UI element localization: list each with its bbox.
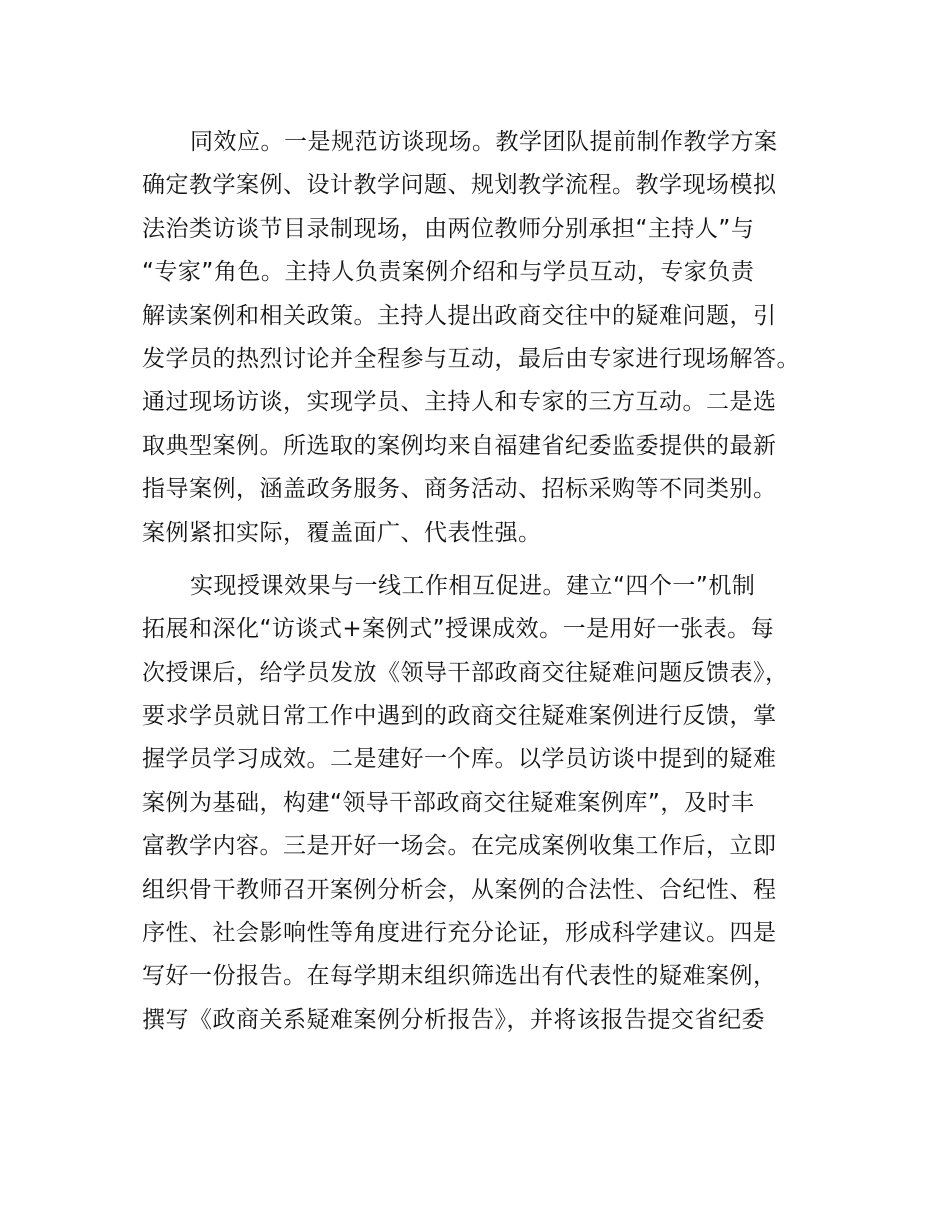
text-line: 发学员的热烈讨论并全程参与互动，最后由专家进行现场解答。 [142,345,800,372]
text-line: 拓展和深化“访谈式+案例式”授课成效。一是用好一张表。每 [142,616,775,643]
text-line: 撰写《政商关系疑难案例分析报告》，并将该报告提交省纪委 [142,1006,765,1033]
text-line: 富教学内容。三是开好一场会。在完成案例收集工作后，立即 [142,833,777,860]
paragraph-2 [142,565,842,1042]
text-line: 确定教学案例、设计教学问题、规划教学流程。教学现场模拟 [142,172,777,199]
text-line: 解读案例和相关政策。主持人提出政商交往中的疑难问题，引 [142,302,777,329]
paragraph-1 [142,121,842,555]
text-line: 实现授课效果与一线工作相互促进。建立“四个一”机制 [190,572,756,599]
document-body [142,121,842,1042]
text-line: 取典型案例。所选取的案例均来自福建省纪委监委提供的最新 [142,432,777,459]
text-line: 案例紧扣实际，覆盖面广、代表性强。 [142,519,542,546]
text-line: 要求学员就日常工作中遇到的政商交往疑难案例进行反馈，掌 [142,703,777,730]
text-line: 法治类访谈节目录制现场，由两位教师分别承担“主持人”与 [142,215,755,242]
text-line: 写好一份报告。在每学期末组织筛选出有代表性的疑难案例， [142,963,777,990]
text-line: 案例为基础，构建“领导干部政商交往疑难案例库”，及时丰 [142,789,755,816]
text-line: 次授课后，给学员发放《领导干部政商交往疑难问题反馈表》， [142,659,789,686]
text-line: “专家”角色。主持人负责案例介绍和与学员互动，专家负责 [142,259,755,286]
text-line: 组织骨干教师召开案例分析会，从案例的合法性、合纪性、程 [142,876,777,903]
text-line: 握学员学习成效。二是建好一个库。以学员访谈中提到的疑难 [142,746,777,773]
text-line: 通过现场访谈，实现学员、主持人和专家的三方互动。二是选 [142,389,777,416]
text-line: 序性、社会影响性等角度进行充分论证，形成科学建议。四是 [142,920,777,947]
text-line: 指导案例，涵盖政务服务、商务活动、招标采购等不同类别。 [142,476,777,503]
text-line: 同效应。一是规范访谈现场。教学团队提前制作教学方案 [190,129,778,155]
paragraph-spacer [142,555,842,565]
